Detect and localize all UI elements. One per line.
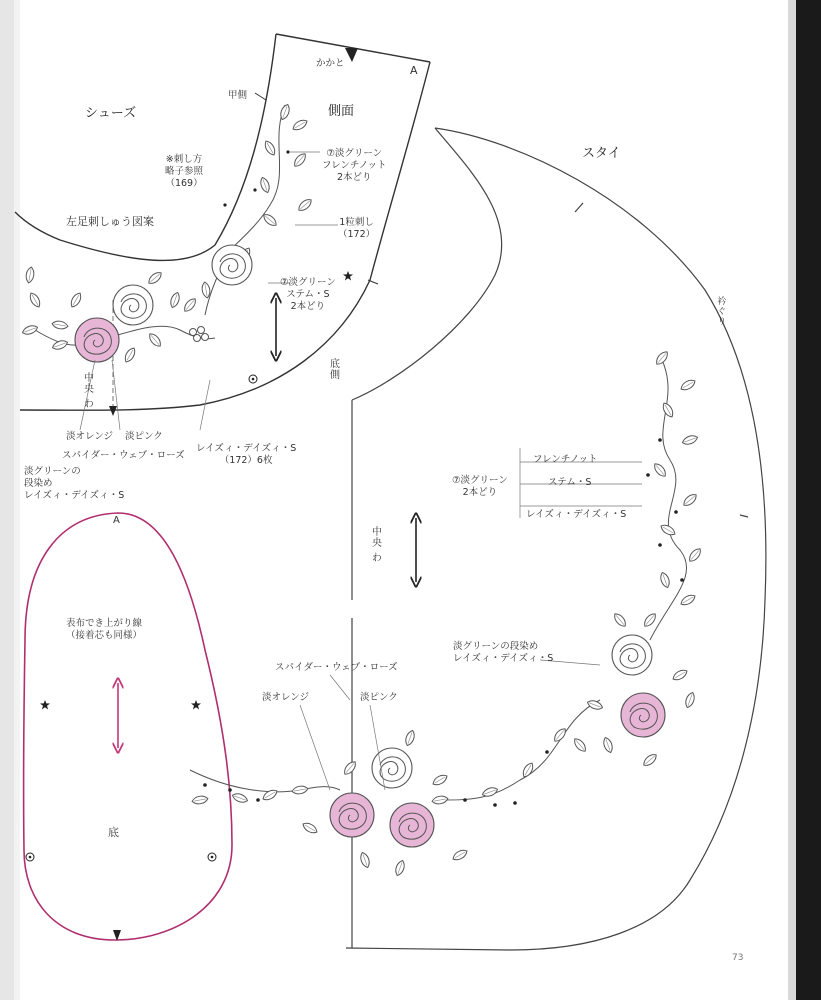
- bib-stem-label: ステム・S: [548, 477, 592, 488]
- bib-french-knot-label: フレンチノット: [533, 454, 598, 465]
- circle-mark-icon: [208, 853, 216, 861]
- shoe-orange-label: 淡オレンジ: [66, 431, 114, 442]
- shoe-gradient-label: 淡グリーンの 段染め レイズィ・デイズィ・S: [24, 466, 125, 501]
- rose-motif-icon: [372, 748, 412, 788]
- shoe-spider-label: スパイダー・ウェブ・ローズ: [62, 450, 185, 461]
- neck-label: 衿ぐり: [715, 296, 726, 326]
- bib-thread-label: ⑦淡グリーン 2本どり: [452, 475, 508, 498]
- page-number: 73: [732, 953, 744, 963]
- sole-side-label: 底側: [327, 358, 339, 380]
- circle-mark-icon: [249, 375, 257, 383]
- instep-side-label: 甲側: [228, 90, 248, 101]
- bib-spider-label: スパイダー・ウェブ・ローズ: [275, 662, 398, 673]
- finish-line-note: 表布でき上がり線 （接着芯も同様）: [66, 618, 143, 641]
- bib-pink-label: 淡ピンク: [360, 692, 398, 703]
- satin-stitch-label: 1粒刺し （172）: [338, 217, 376, 240]
- bib-title: スタイ: [582, 146, 621, 161]
- left-foot-label: 左足刺しゅう図案: [66, 215, 154, 228]
- bib-center-label: 中央 わ: [369, 526, 381, 564]
- rose-motif-icon: [390, 803, 434, 847]
- shoes-title: シューズ: [85, 106, 137, 121]
- bib-lazy-daisy-label: レイズィ・デイズィ・S: [526, 509, 627, 520]
- shoe-french-knot-label: ⑦淡グリーン フレンチノット 2本どり: [322, 148, 387, 183]
- rose-motif-icon: [330, 793, 374, 837]
- shoe-mark-a: A: [410, 64, 418, 77]
- shoe-stem-label: ⑦淡グリーン ステム・S 2本どり: [280, 277, 336, 312]
- side-title: 側面: [328, 104, 355, 119]
- heel-label: かかと: [316, 58, 345, 69]
- shoe-lazy-daisy-label: レイズィ・デイズィ・S （172）6枚: [196, 443, 297, 466]
- circle-mark-icon: [26, 853, 34, 861]
- sole-mark-a: A: [113, 515, 120, 526]
- sole-bottom-label: 底: [108, 826, 119, 839]
- shoe-center-label: 中央 わ: [81, 372, 93, 410]
- bib-orange-label: 淡オレンジ: [262, 692, 310, 703]
- stitch-method-note: ※刺し方 略子参照 （169）: [165, 154, 204, 189]
- rose-motif-icon: [612, 635, 652, 675]
- shoe-pink-label: 淡ピンク: [125, 431, 163, 442]
- rose-motif-icon: [113, 285, 153, 325]
- rose-motif-icon: [75, 318, 119, 362]
- rose-motif-icon: [212, 245, 252, 285]
- rose-motif-icon: [621, 693, 665, 737]
- bib-gradient-label: 淡グリーンの段染め レイズィ・デイズィ・S: [453, 641, 554, 664]
